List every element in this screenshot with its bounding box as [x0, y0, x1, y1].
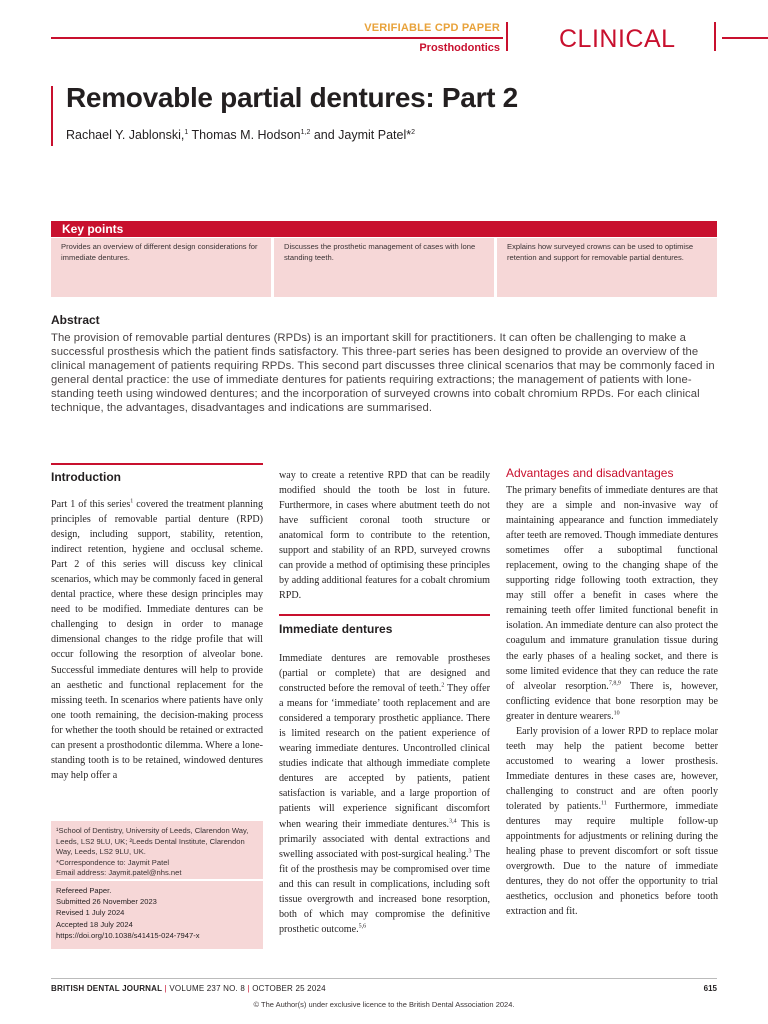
key-points-row [51, 238, 717, 297]
immediate-dentures-heading: Immediate dentures [279, 622, 393, 636]
abstract-heading: Abstract [51, 313, 100, 327]
introduction-heading: Introduction [51, 470, 121, 484]
immediate-dentures-body: Immediate dentures are removable prostheses (partial or complete) that are designed and constructed before the removal of teeth.$^2$ They offer a means for ‘immediate’ tooth replacement and are considered a temporary prosthetic appliance. There is limited research on the patient experience of wearing immediate dentures. Uncontrolled clinical studies indicate that although immediate complete dentures are accepted by patients, patient satisfaction is variable, and a large proportion of patients will experience significant discomfort when wearing their immediate dentures.$^{3,4}$ This is primarily associated with dental extractions and swelling associated with post-surgical healing.$^3$ The fit of the prosthesis may be compromised over time and this can result in complications, including soft tissue overgrowth and increased bone resorption, both of which may compromise the definitive prosthetic outcome.$^{5,6}$ [279, 653, 490, 935]
page-number: 615 [703, 984, 717, 993]
header-divider [506, 22, 508, 51]
footer-citation: BRITISH DENTAL JOURNAL | VOLUME 237 NO. 8 | OCTOBER 25 2024 [51, 984, 326, 993]
key-point: Discusses the prosthetic management of cases with lone standing teeth. [274, 238, 494, 297]
advantages-body: The primary benefits of immediate dentures are that they are a simple and non-invasive way of maintaining appearance and function immediately after teeth are removed. Though immediate dentures sometimes offer a suboptimal functional replacement, owing to the changing shape of the supporting ridge following tooth extraction, they may still offer a benefit in cases where the remaining teeth offer limited functional benefit in isolation. An immediate denture can also protect the coagulum and immature granulation tissue during the early phases of a healing socket, and there is some limited evidence that they can reduce the rate of alveolar resorption.$^{7,8,9}$ There is, however, conflicting evidence that bone resorption may be greater in denture wearers.$^{10}$ Early provision of a lower RPD to replace molar teeth may help the patient become better accustomed to wearing a lower prosthesis. Immediate dentures in these cases are, however, challenging to construct and are often poorly tolerated by patients.$^{11}$ Furthermore, immediate dentures may require multiple follow-up appointments for adjustments or relining during the healing phase to prevent discomfort or soft tissue overgrowth. Due to the nature of immediate dentures, they do not offer the opportunity to trial aesthetics, occlusion and phonetics before tooth extraction and fit. [506, 485, 718, 918]
header-divider-right [714, 22, 716, 51]
continued-text: way to create a retentive RPD that can be readily modified should the tooth be lost in future. Furthermore, in cases where abutment teeth do not have sufficient coronal tooth structure or anatomical form to contribute to the retention, support and stability of an RPD, surveyed crowns can provide a method of optimising these principles by adding additional features for a cobalt chromium RPD. [279, 470, 490, 602]
key-point: Provides an overview of different design considerations for immediate dentures. [51, 238, 271, 297]
section-rule [279, 614, 490, 616]
key-point: Explains how surveyed crowns can be used to optimise retention and support for removable partial dentures. [497, 238, 717, 297]
advantages-heading: Advantages and disadvantages [506, 466, 674, 480]
author-list: Rachael Y. Jablonski,$^1$ Thomas M. Hodson$^{1,2}$ and Jaymit Patel*$^2$ [66, 128, 415, 142]
refereed-box: Refereed Paper. Submitted 26 November 2023 Revised 1 July 2024 Accepted 18 July 2024 https://doi.org/10.1038/s41415-024-7947-x [51, 881, 263, 949]
section-label: CLINICAL [559, 25, 676, 53]
doi-link[interactable]: https://doi.org/10.1038/s41415-024-7947-x [56, 930, 200, 940]
title-accent-bar [51, 86, 53, 146]
category-label: Prosthodontics [419, 42, 500, 54]
article-title: Removable partial dentures: Part 2 [66, 82, 518, 113]
introduction-body: Part 1 of this series$^1$ covered the treatment planning principles of removable partial denture (RPD) design, including support, stability, retention, indirect retention, hygiene and occlusal scheme. Part 2 of this series will discuss key clinical scenarios, which may be commonly faced in general dental practice, where these design principles may need to be modified. Immediate dentures can be challenging to design in order to manage dimensional changes to the ridge profile that will occur following the resorption of alveolar bone. Successful immediate dentures will help to provide an aesthetic and functional replacement for the missing teeth. In scenarios where patients have only one tooth remaining, the decision-making process for whether the tooth should be retained or extracted can present a prosthodontic dilemma. Where a lone-standing tooth is to be retained, windowed dentures may help offer a [51, 498, 263, 781]
footer-rule [51, 978, 717, 979]
key-points-header: Key points [51, 221, 717, 237]
affiliations-box: ¹School of Dentistry, University of Leeds, Clarendon Way, Leeds, LS2 9LU, UK; ²Leeds Dental Institute, Clarendon Way, Leeds, LS2 9LU, UK. *Correspondence to: Jaymit Patel Email address: Jaymit.patel@nhs.net [51, 821, 263, 879]
section-rule [51, 463, 263, 465]
header-rule-left [51, 37, 503, 39]
abstract-text: The provision of removable partial dentures (RPDs) is an important skill for practitioners. It can often be challenging to make a successful prosthesis which the patient finds satisfactory. This three-part series has been designed to provide an overview of the clinical management of patients requiring RPDs. This second part discusses three clinical scenarios that may be commonly faced in general dental practice: the use of immediate dentures for patients requiring extractions; the management of patients with lone-standing teeth using windowed dentures; and the incorporation of surveyed crowns into cobalt chromium RPDs. For each clinical technique, the advantages, disadvantages and indications are summarised. [51, 332, 715, 414]
header-rule-right [722, 37, 768, 39]
cpd-label: VERIFIABLE CPD PAPER [364, 22, 500, 34]
copyright: © The Author(s) under exclusive licence to the British Dental Association 2024. [253, 1000, 515, 1009]
